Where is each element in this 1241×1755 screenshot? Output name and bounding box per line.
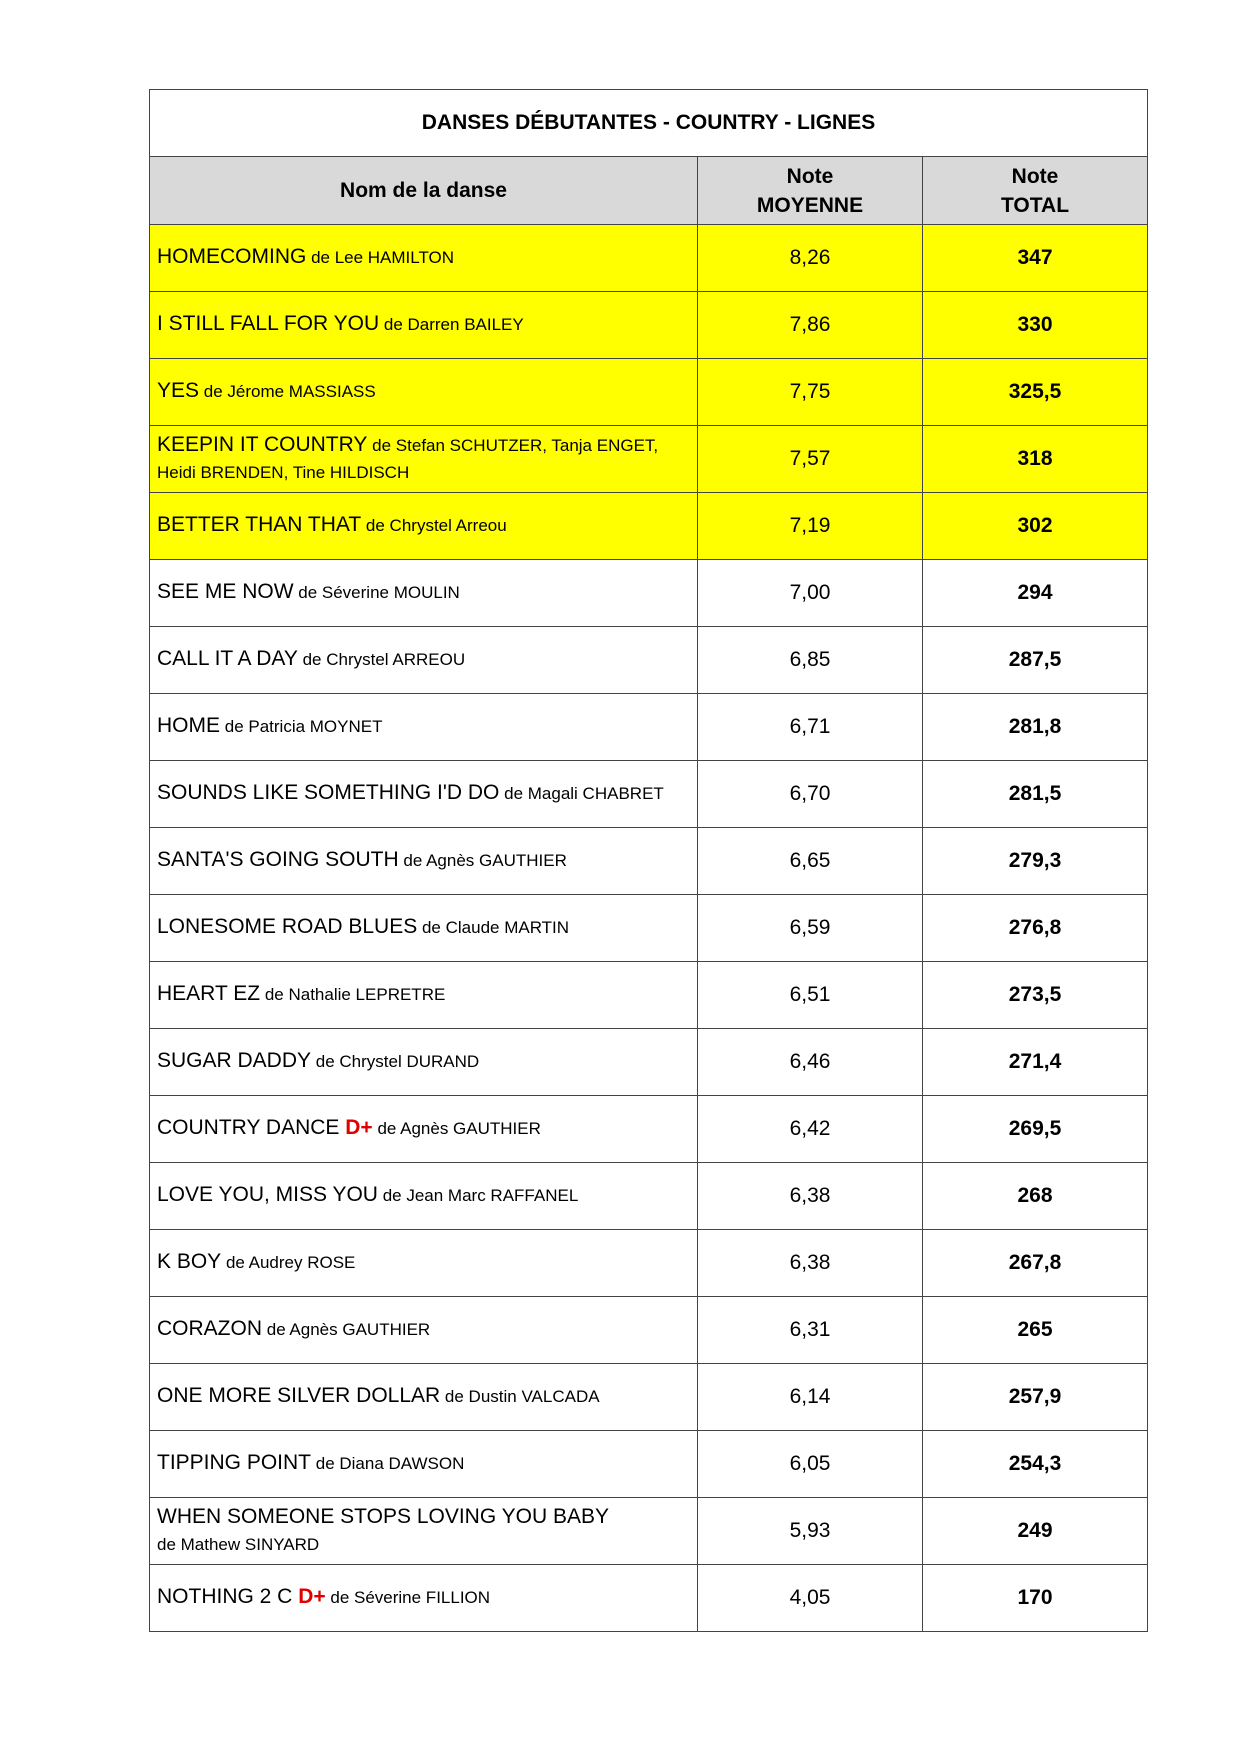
table-row (150, 627, 1148, 694)
average-score-cell: 7,57 (698, 426, 923, 493)
column-header-average-line1: Note (786, 164, 834, 188)
dance-name-cell (150, 1364, 698, 1431)
dance-title: I STILL FALL FOR YOU (157, 312, 380, 335)
average-score-cell: 5,93 (698, 1498, 923, 1565)
total-score-cell: 267,8 (923, 1230, 1148, 1297)
dance-line-1 (157, 579, 691, 607)
dance-title: KEEPIN IT COUNTRY (157, 433, 368, 456)
column-header-average-line2: MOYENNE (756, 193, 864, 217)
table-row (150, 359, 1148, 426)
total-score-cell: 276,8 (923, 895, 1148, 962)
table-row (150, 828, 1148, 895)
table-header-row (150, 157, 1148, 225)
dance-name-cell (150, 1230, 698, 1297)
level-badge: D+ (298, 1585, 326, 1608)
total-score-cell: 347 (923, 225, 1148, 292)
dance-line-1 (157, 713, 691, 741)
dance-title: CALL IT A DAY (157, 647, 298, 670)
dance-author: de Darren BAILEY (383, 315, 524, 334)
table-row (150, 292, 1148, 359)
total-score-cell: 269,5 (923, 1096, 1148, 1163)
dance-author: de Audrey ROSE (225, 1253, 356, 1272)
column-header-total (923, 157, 1148, 225)
average-score-cell: 6,38 (698, 1163, 923, 1230)
table-row (150, 426, 1148, 493)
table-row (150, 1498, 1148, 1565)
dance-title: SANTA'S GOING SOUTH (157, 848, 399, 871)
dance-author: de Jérome MASSIASS (203, 382, 376, 401)
total-score-cell: 294 (923, 560, 1148, 627)
total-score-cell: 318 (923, 426, 1148, 493)
dance-author: de Nathalie LEPRETRE (264, 985, 446, 1004)
dance-line-1 (157, 914, 691, 942)
dance-name-cell (150, 493, 698, 560)
dance-author: de Séverine FILLION (330, 1588, 491, 1607)
table-title: DANSES DÉBUTANTES - COUNTRY - LIGNES (150, 90, 1148, 157)
table-row (150, 1163, 1148, 1230)
dance-author: de Agnès GAUTHIER (403, 851, 567, 870)
dance-name-cell (150, 1297, 698, 1364)
average-score-cell: 6,05 (698, 1431, 923, 1498)
total-score-cell: 302 (923, 493, 1148, 560)
dance-author: de Patricia MOYNET (224, 717, 383, 736)
total-score-cell: 279,3 (923, 828, 1148, 895)
dance-title: ONE MORE SILVER DOLLAR (157, 1384, 441, 1407)
dance-author: de Magali CHABRET (504, 784, 664, 803)
table-title-row (150, 90, 1148, 157)
dance-line-1 (157, 1584, 691, 1612)
table-row (150, 1565, 1148, 1632)
column-header-average (698, 157, 923, 225)
dance-name-cell (150, 1565, 698, 1632)
dance-line-1 (157, 432, 691, 460)
dance-author: de Jean Marc RAFFANEL (382, 1186, 579, 1205)
average-score-cell: 6,65 (698, 828, 923, 895)
dance-name-cell (150, 426, 698, 493)
dance-author: de Diana DAWSON (315, 1454, 465, 1473)
column-header-name: Nom de la danse (150, 157, 698, 225)
dance-name-cell (150, 1498, 698, 1565)
table-row (150, 1297, 1148, 1364)
table-row (150, 1230, 1148, 1297)
dance-line-1 (157, 847, 691, 875)
dance-author: de Agnès GAUTHIER (377, 1119, 541, 1138)
dance-title: HEART EZ (157, 982, 261, 1005)
dance-title: COUNTRY DANCE (157, 1116, 340, 1139)
dance-title: LONESOME ROAD BLUES (157, 915, 418, 938)
dance-line-1 (157, 981, 691, 1009)
total-score-cell: 287,5 (923, 627, 1148, 694)
dance-line-1 (157, 1316, 691, 1344)
total-score-cell: 170 (923, 1565, 1148, 1632)
dance-name-cell (150, 1431, 698, 1498)
average-score-cell: 7,86 (698, 292, 923, 359)
dance-title: SUGAR DADDY (157, 1049, 312, 1072)
dance-title: BETTER THAN THAT (157, 513, 362, 536)
average-score-cell: 6,51 (698, 962, 923, 1029)
table-row (150, 560, 1148, 627)
dance-line-1 (157, 780, 691, 808)
dance-name-cell (150, 828, 698, 895)
dance-line-1 (157, 1182, 691, 1210)
ranking-sheet (149, 89, 1147, 1632)
dance-title: LOVE YOU, MISS YOU (157, 1183, 378, 1206)
dance-title: NOTHING 2 C (157, 1585, 293, 1608)
dance-name-cell (150, 895, 698, 962)
average-score-cell: 6,14 (698, 1364, 923, 1431)
column-header-total-line2: TOTAL (1000, 193, 1070, 217)
dance-author: de Séverine MOULIN (298, 583, 460, 602)
total-score-cell: 257,9 (923, 1364, 1148, 1431)
table-row (150, 225, 1148, 292)
dance-line-1 (157, 1504, 691, 1532)
dance-author: de Lee HAMILTON (311, 248, 455, 267)
total-score-cell: 281,5 (923, 761, 1148, 828)
dance-name-cell (150, 1163, 698, 1230)
total-score-cell: 330 (923, 292, 1148, 359)
dance-line-1 (157, 1249, 691, 1277)
table-row (150, 694, 1148, 761)
table-row (150, 761, 1148, 828)
average-score-cell: 7,00 (698, 560, 923, 627)
table-row (150, 962, 1148, 1029)
average-score-cell: 6,85 (698, 627, 923, 694)
dance-name-cell (150, 627, 698, 694)
total-score-cell: 273,5 (923, 962, 1148, 1029)
dance-author-line-2: de Mathew SINYARD (157, 1535, 320, 1554)
average-score-cell: 6,31 (698, 1297, 923, 1364)
average-score-cell: 7,75 (698, 359, 923, 426)
level-badge: D+ (345, 1116, 373, 1139)
table-row (150, 1096, 1148, 1163)
average-score-cell: 6,70 (698, 761, 923, 828)
total-score-cell: 265 (923, 1297, 1148, 1364)
dance-title: SOUNDS LIKE SOMETHING I'D DO (157, 781, 500, 804)
dance-line-1 (157, 1048, 691, 1076)
table-body (150, 225, 1148, 1632)
dance-name-cell (150, 359, 698, 426)
total-score-cell: 254,3 (923, 1431, 1148, 1498)
dance-ranking-table (149, 89, 1148, 1632)
dance-line-1 (157, 244, 691, 272)
dance-title: CORAZON (157, 1317, 262, 1340)
dance-name-cell (150, 1096, 698, 1163)
table-row (150, 493, 1148, 560)
dance-title: K BOY (157, 1250, 222, 1273)
dance-name-cell (150, 694, 698, 761)
column-header-total-line1: Note (1011, 164, 1059, 188)
dance-author: de Chrystel DURAND (315, 1052, 480, 1071)
dance-line-1 (157, 378, 691, 406)
dance-author: de Claude MARTIN (421, 918, 570, 937)
dance-author-line-2: Heidi BRENDEN, Tine HILDISCH (157, 463, 410, 482)
average-score-cell: 7,19 (698, 493, 923, 560)
dance-name-cell (150, 560, 698, 627)
average-score-cell: 6,59 (698, 895, 923, 962)
total-score-cell: 268 (923, 1163, 1148, 1230)
dance-name-cell (150, 225, 698, 292)
average-score-cell: 6,42 (698, 1096, 923, 1163)
dance-line-1 (157, 646, 691, 674)
dance-author: de Chrystel Arreou (365, 516, 507, 535)
average-score-cell: 6,71 (698, 694, 923, 761)
dance-author: de Chrystel ARREOU (302, 650, 466, 669)
total-score-cell: 271,4 (923, 1029, 1148, 1096)
table-row (150, 1431, 1148, 1498)
average-score-cell: 8,26 (698, 225, 923, 292)
dance-author: de Dustin VALCADA (444, 1387, 600, 1406)
dance-line-1 (157, 512, 691, 540)
dance-title: WHEN SOMEONE STOPS LOVING YOU BABY (157, 1505, 609, 1528)
dance-name-cell (150, 292, 698, 359)
table-row (150, 1364, 1148, 1431)
dance-title: SEE ME NOW (157, 580, 294, 603)
dance-author: de Agnès GAUTHIER (266, 1320, 431, 1339)
dance-line-1 (157, 311, 691, 339)
dance-line-1 (157, 1383, 691, 1411)
average-score-cell: 4,05 (698, 1565, 923, 1632)
dance-author: de Stefan SCHUTZER, Tanja ENGET, (372, 436, 659, 455)
average-score-cell: 6,46 (698, 1029, 923, 1096)
dance-name-cell (150, 761, 698, 828)
dance-name-cell (150, 962, 698, 1029)
total-score-cell: 325,5 (923, 359, 1148, 426)
dance-title: HOMECOMING (157, 245, 307, 268)
total-score-cell: 281,8 (923, 694, 1148, 761)
total-score-cell: 249 (923, 1498, 1148, 1565)
dance-title: TIPPING POINT (157, 1451, 312, 1474)
average-score-cell: 6,38 (698, 1230, 923, 1297)
table-row (150, 895, 1148, 962)
dance-line-1 (157, 1115, 691, 1143)
dance-title: YES (157, 379, 200, 402)
dance-name-cell (150, 1029, 698, 1096)
table-row (150, 1029, 1148, 1096)
dance-line-1 (157, 1450, 691, 1478)
dance-title: HOME (157, 714, 220, 737)
